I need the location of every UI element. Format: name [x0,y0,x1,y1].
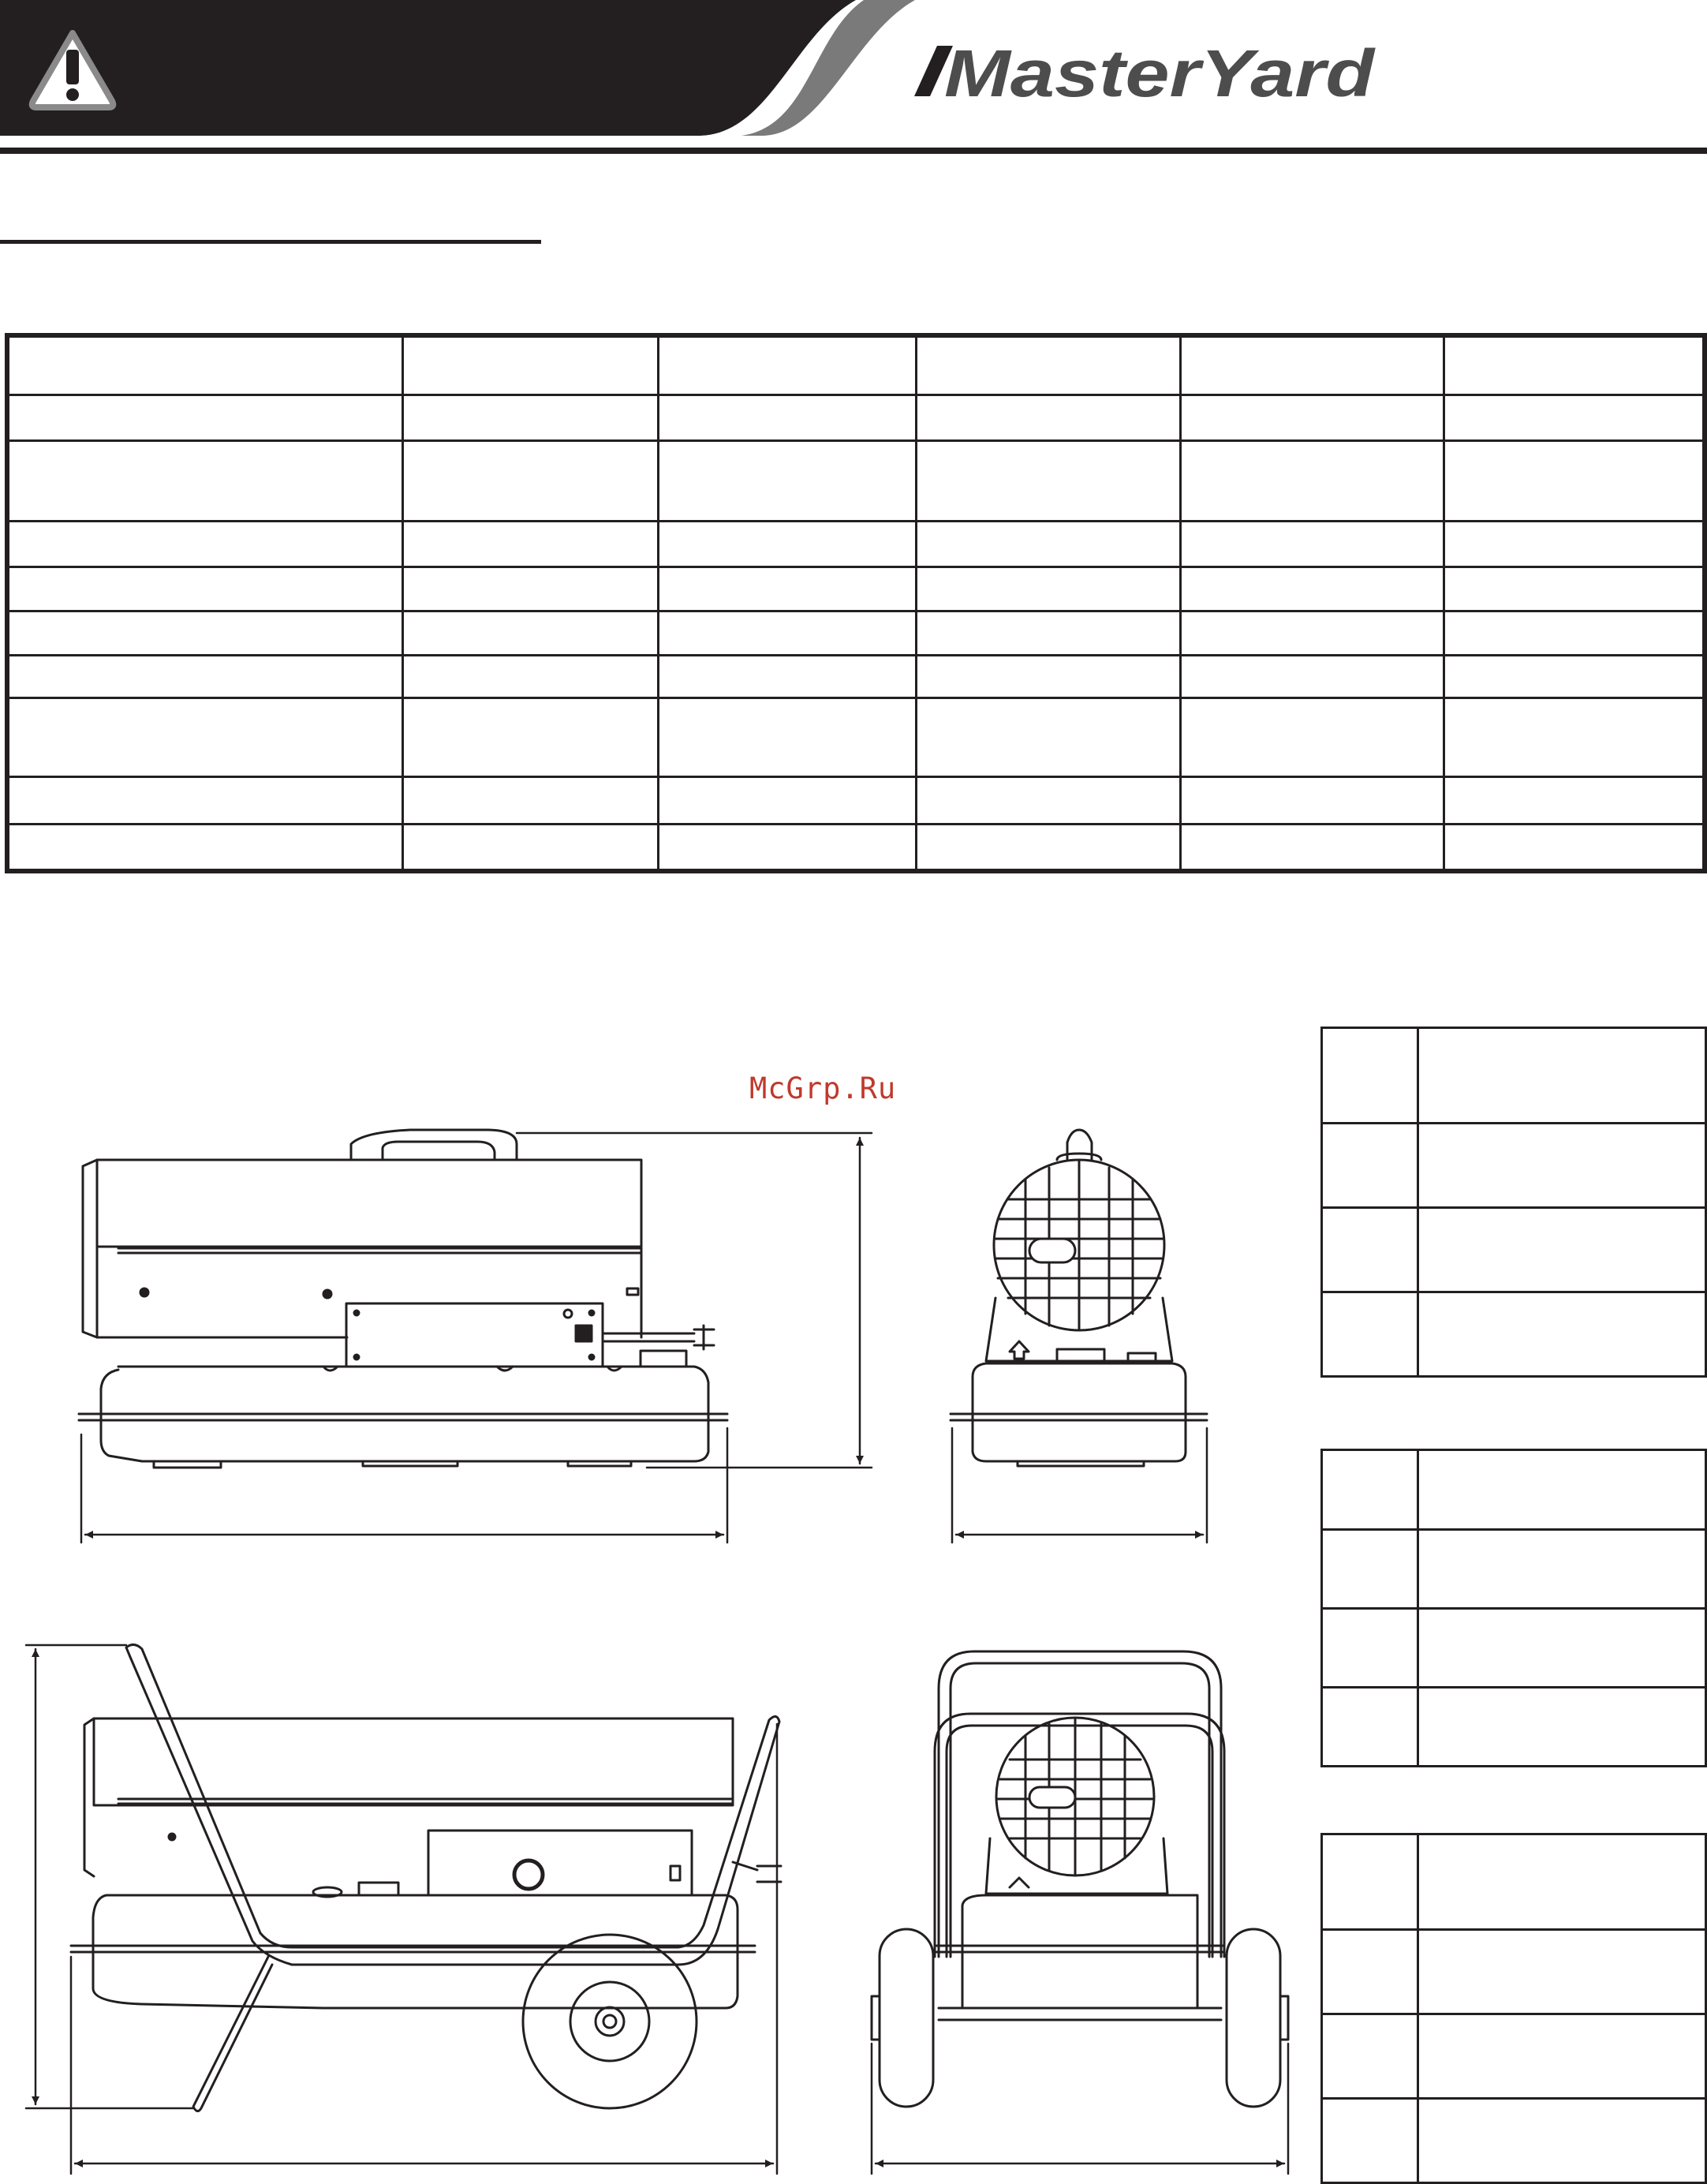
watermark-text: McGrp.Ru [749,1071,897,1105]
heater-side-view [79,1130,727,1468]
cart-side-view-dimensions [26,1645,777,2174]
svg-text:MasterYard: MasterYard [944,36,1376,110]
heater-cart-side-view [71,1644,781,2111]
heater-front-view [951,1130,1207,1466]
front-view-dimensions [952,1428,1207,1543]
heater-cart-front-view [872,1651,1288,2107]
